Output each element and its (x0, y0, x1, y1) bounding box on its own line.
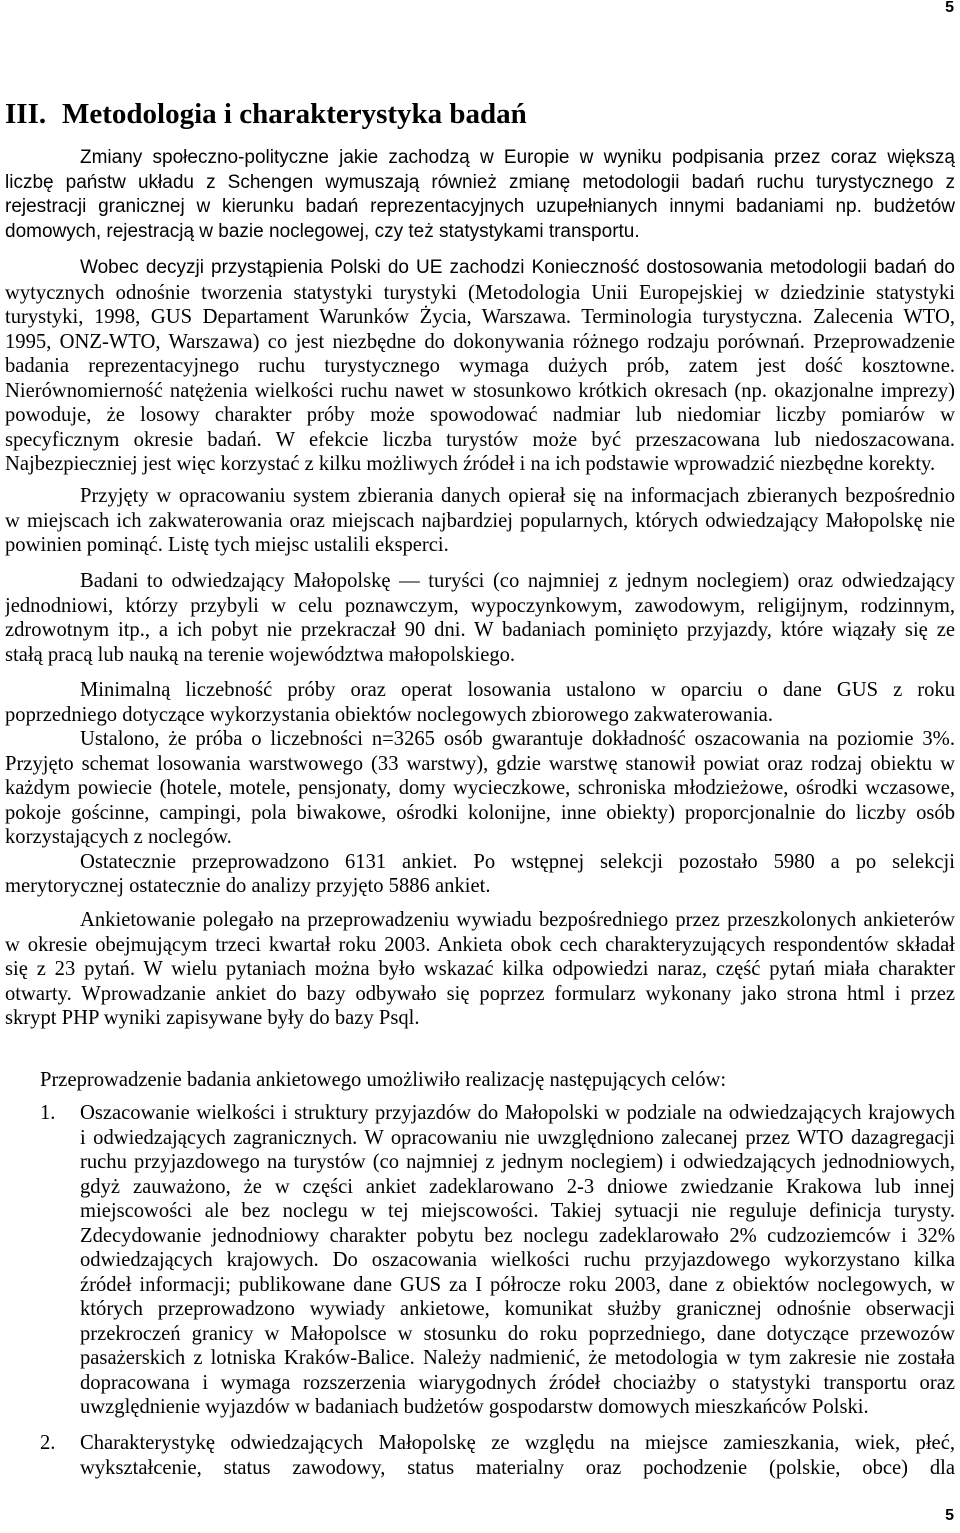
list-marker: 2. (40, 1432, 56, 1454)
paragraph-line: merytorycznej ostatecznie do analizy przyjęto 5886 ankiet. (5, 875, 491, 897)
paragraph (5, 850, 955, 899)
section-title: Metodologia i charakterystyka badań (62, 98, 527, 130)
paragraph-line: zdrowotnym itp., a ich pobyt nie przekraczał 90 dni. W badaniach pominięto przyjazdy, które wiązały się ze (5, 619, 955, 641)
list-item-line: pasażerskich z lotniska Kraków-Balice. Należy nadmienić, że metodologia w tym zakresie nie została (80, 1347, 955, 1369)
paragraph-line: Ustalono, że próba o liczebności n=3265 osób gwarantuje dokładność oszacowania na poziomie 3%. (80, 728, 955, 750)
paragraph-line: otwarty. Wprowadzanie ankiet do bazy odbywało się poprzez formularz wykonany jako strona html i przez (5, 982, 955, 1005)
paragraph-line: Wobec decyzji przystąpienia Polski do UE zachodzi Konieczność dostosowania metodologii badań do (80, 257, 955, 278)
list-marker: 1. (40, 1102, 56, 1124)
paragraph (5, 727, 955, 850)
paragraph-line: Minimalną liczebność próby oraz operat losowania ustalono w oparciu o dane GUS z roku (80, 679, 955, 701)
list-intro: Przeprowadzenie badania ankietowego umożliwiło realizację następujących celów: (40, 1069, 727, 1091)
paragraph-line: skrypt PHP wyniki zapisywane były do bazy Psql. (5, 1007, 420, 1029)
list-item (40, 1101, 955, 1420)
paragraph-line: turystyki, 1998, GUS Departament Warunków Życia, Warszawa. Terminologia turystyczna. Zalecenia WTO, (5, 306, 955, 328)
list-item-line: miejscowości ale bez noclegu w tej miejscowości. Takiej sytuacji nie reguluje definicja turysty. (80, 1200, 955, 1222)
paragraph (5, 146, 955, 244)
paragraph-line: powinien pominąć. Listę tych miejsc ustalili eksperci. (5, 534, 449, 556)
paragraph (5, 569, 955, 667)
list-item-line: Zdecydowanie jednodniowy charakter pobytu bez noclegu zadeklarowało 2% cudzoziemców i 32% (80, 1224, 955, 1247)
paragraph (5, 484, 955, 558)
page-number-top: 5 (945, 0, 954, 16)
list-item-line: gdyż zauważono, że w części ankiet zadeklarowano 2-3 dniowe zwiedzanie Krakowa lub innej (80, 1175, 955, 1198)
paragraph-line: poprzedniego dotyczące wykorzystania obiektów noclegowych zbiorowego zakwaterowania. (5, 703, 773, 726)
paragraph-line: badania reprezentacyjnego ruchu turystycznego wymaga dużych prób, zatem jest dość kosztowne. (5, 355, 955, 377)
list-item-body (80, 1431, 955, 1480)
list-item-line: i odwiedzających zagranicznych. W opracowaniu nie uwzględniono zalecanej przez WTO dazagregacji (80, 1126, 955, 1149)
paragraph (5, 908, 955, 1031)
list-item-line: odwiedzających krajowych. Do oszacowania wielkości ruchu przyjazdowego wykorzystano kilka (80, 1249, 955, 1271)
paragraph-line: Przyjęto schemat losowania warstwowego (33 warstwy), gdzie warstwę stanowił powiat oraz rodzaj obiektu w (5, 752, 955, 775)
paragraph-line: specyficznym okresie badań. W efekcie liczba turystów może być przeszacowana lub niedoszacowana. (5, 428, 955, 451)
paragraph (5, 256, 955, 477)
paragraph-line: Zmiany społeczno-polityczne jakie zachodzą w Europie w wyniku podpisania przez coraz większą (80, 147, 955, 168)
list-item-line: Charakterystykę odwiedzających Małopolskę ze względu na miejsce zamieszkania, wiek, płeć, (80, 1432, 955, 1454)
paragraph-line: 1995, ONZ-WTO, Warszawa) co jest niezbędne do dokonywania różnego rodzaju porównań. Przeprowadzenie (5, 330, 955, 353)
list-item-line: dopracowana i wymaga rozszerzenia wiarygodnych źródeł chociażby o statystyki transportu oraz (80, 1371, 955, 1394)
list-item-line: przekroczeń granicy w Małopolsce w stosunku do roku poprzedniego, dane dotyczące przewozów (80, 1322, 955, 1345)
list-item-line: wykształcenie, status zawodowy, status materialny oraz pochodzenie (polskie, obce) dla (80, 1456, 955, 1479)
paragraph-line: Ankietowanie polegało na przeprowadzeniu wywiadu bezpośredniego przez przeszkolonych ankieterów (80, 909, 955, 931)
list-item-line: źródeł informacji; publikowane dane GUS za I półrocze roku 2003, dane z obiektów noclegowych, w (80, 1273, 955, 1296)
paragraph (5, 678, 955, 727)
paragraph-line: korzystających z noclegów. (5, 826, 232, 848)
page-number-bottom: 5 (945, 1507, 954, 1524)
paragraph-line: Ostatecznie przeprowadzono 6131 ankiet. Po wstępnej selekcji pozostało 5980 a po selekcji (80, 850, 955, 873)
list-item-body (80, 1101, 955, 1420)
paragraph-line: się z 23 pytań. W wielu pytaniach można było wskazać kilka odpowiedzi naraz, część pytań miała charakter (5, 958, 955, 980)
paragraph-line: liczbę państw układu z Schengen wymuszają również zmianę metodologii badań ruchu turystycznego z (5, 171, 955, 193)
paragraph-line: powoduje, że losowy charakter próby może spowodować nadmiar lub niedomiar liczby pomiarów w (5, 404, 955, 426)
list-item-line: których przeprowadzono wywiady ankietowe, komunikat służby granicznej odnośnie obserwacji (80, 1298, 955, 1320)
section-number: III. (5, 98, 47, 130)
paragraph-line: jednodniowi, którzy przybyli w celu poznawczym, wypoczynkowym, zawodowym, religijnym, rodzinnym, (5, 594, 955, 617)
paragraph-line: pokoje gościnne, campingi, pola biwakowe, ośrodki kolonijne, inne obiekty) proporcjonalnie do liczby osób (5, 801, 955, 824)
paragraph-line: Przyjęty w opracowaniu system zbierania danych opierał się na informacjach zbieranych bezpośrednio (80, 485, 955, 507)
paragraph-line: Badani to odwiedzający Małopolskę — turyści (co najmniej z jednym noclegiem) oraz odwiedzający (80, 570, 955, 592)
list-item (40, 1431, 955, 1480)
paragraph-line: rejestracji granicznej w kierunku badań reprezentacyjnych uzupełnianych innymi badaniami np. budżetów (5, 196, 955, 217)
paragraph-line: wytycznych odnośnie tworzenia statystyki turystyki (Metodologia Unii Europejskiej w dziedzinie statystyki (5, 281, 955, 304)
paragraph-line: domowych, rejestracją w bazie noclegowej, czy też statystykami transportu. (5, 220, 640, 242)
paragraph-line: każdym powiecie (hotele, motele, pensjonaty, domy wycieczkowe, schroniska młodzieżowe, ośrodki wczasowe, (5, 777, 955, 799)
list-item-line: uwzględnienie wyjazdów w badaniach budżetów gospodarstw domowych mieszkańców Polski. (80, 1396, 869, 1418)
list-item-line: ruchu przyjazdowego na turystów (co najmniej z jednym noclegiem) i odwiedzających jednodniowych, (80, 1151, 955, 1173)
paragraph-line: Nierównomierność natężenia wielkości ruchu nawet w stosunkowo krótkich okresach (np. okazjonalne imprezy) (5, 379, 955, 402)
paragraph-line: stałą pracą lub nauką na terenie województwa małopolskiego. (5, 643, 516, 666)
list-item-line: Oszacowanie wielkości i struktury przyjazdów do Małopolski w podziale na odwiedzających krajowych (80, 1102, 955, 1124)
paragraph-line: Najbezpieczniej jest więc korzystać z kilku możliwych źródeł i na ich podstawie wprowadzić niezbędne korekty. (5, 453, 936, 475)
paragraph-line: w miejscach ich zakwaterowania oraz miejscach najbardziej popularnych, których odwiedzający Małopolskę nie (5, 509, 955, 532)
section-heading (5, 96, 527, 132)
paragraph-line: w okresie obejmującym trzeci kwartał roku 2003. Ankieta obok cech charakteryzujących respondentów składał (5, 933, 955, 956)
